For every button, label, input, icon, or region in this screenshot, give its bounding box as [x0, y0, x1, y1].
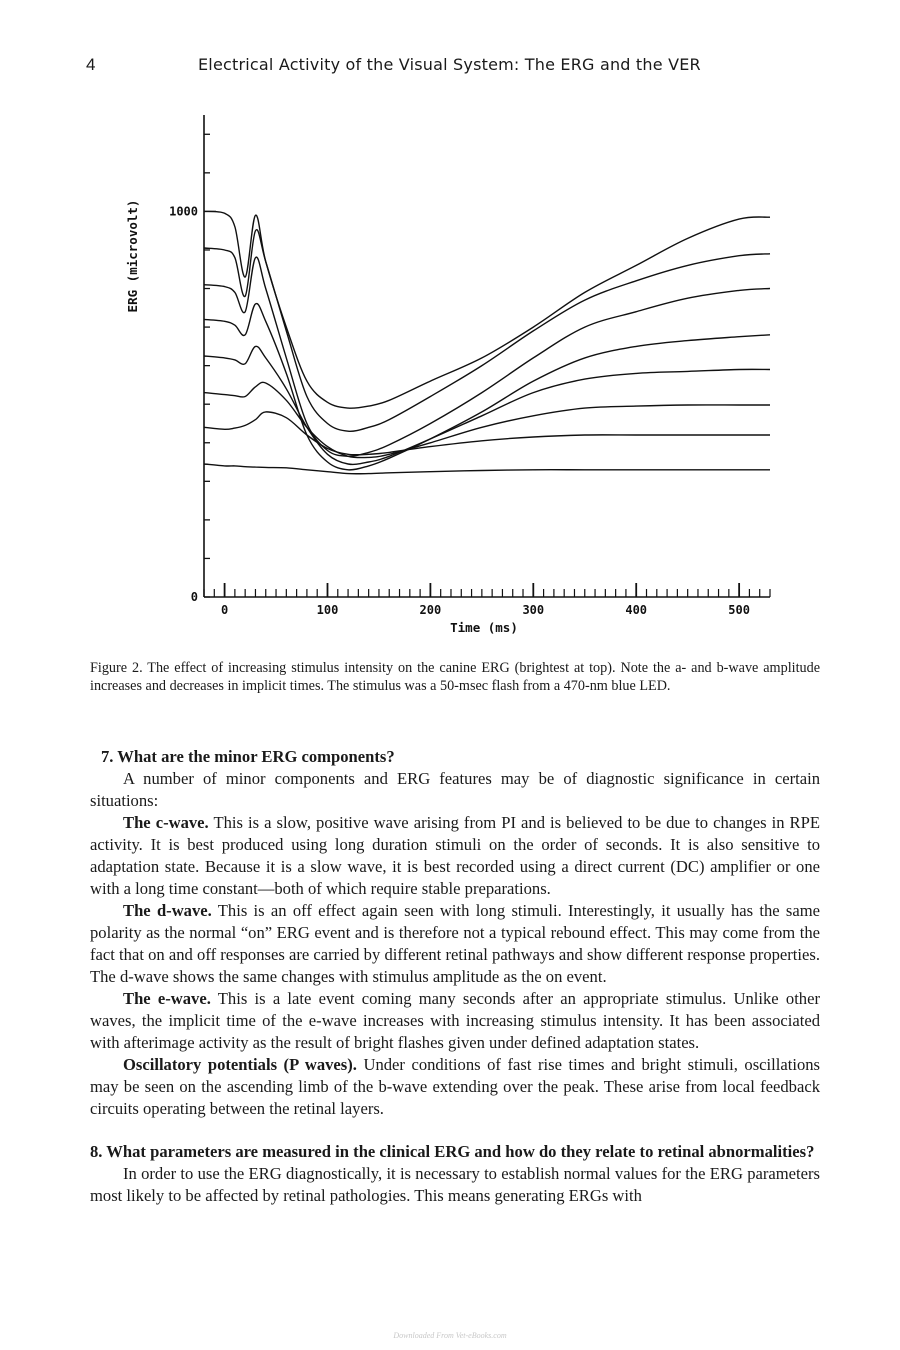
erg-trace-4 — [204, 304, 770, 470]
running-title: Electrical Activity of the Visual System: The ERG and the VER — [198, 55, 701, 74]
body-text — [90, 746, 820, 1207]
c-wave-term: The c-wave. — [123, 813, 209, 832]
section-8-text: In order to use the ERG diagnostically, it is necessary to establish normal values for the ERG parameters most likely to be affected by retinal pathologies. This means generating ERGs with — [90, 1164, 820, 1205]
section-7-intro: A number of minor components and ERG features may be of diagnostic significance in certain situations: — [90, 769, 820, 810]
d-wave-text: This is an off effect again seen with long stimuli. Interestingly, it usually has the same polarity as the normal “on” ERG event and is therefore not a typical rebound effect. This may come from the fact that on and off responses are carried by different retinal pathways and show different response properties. The d-wave shows the same changes with stimulus amplitude as the on event. — [90, 901, 820, 986]
x-axis-title: Time (ms) — [450, 620, 518, 635]
x-tick-label: 100 — [316, 603, 339, 617]
download-watermark: Downloaded From Vet-eBooks.com — [393, 1331, 507, 1340]
erg-trace-1 — [204, 211, 770, 408]
erg-trace-7 — [204, 412, 770, 455]
figure-caption: Figure 2. The effect of increasing stimulus intensity on the canine ERG (brightest at top). Note the a- and b-wave amplitude increases and decreases in implicit times. The stimulus was a 50-msec flash from a 470-nm blue LED. — [90, 660, 820, 694]
y-axis-title: ERG (microvolt) — [125, 199, 140, 313]
d-wave-term: The d-wave. — [123, 901, 212, 920]
oscillatory-potentials-text: Under conditions of fast rise times and bright stimuli, oscillations may be seen on the ascending limb of the b-wave extending over the peak. These arise from local feedback circuits operating between the retinal layers. — [90, 1055, 820, 1118]
x-tick-label: 0 — [220, 603, 229, 617]
x-tick-label: 200 — [419, 603, 442, 617]
chart-axes — [204, 115, 770, 597]
c-wave-text: This is a slow, positive wave arising from PI and is believed to be due to changes in RPE activity. It is best produced using long duration stimuli on the order of seconds. It is also sensitive to adaptation state. Because it is a slow wave, it is best recorded using a direct current (DC) amplifier or one with a long time constant—both of which require stable preparations. — [90, 813, 820, 898]
x-tick-label: 300 — [522, 603, 545, 617]
section-7-heading: 7. What are the minor ERG components? — [101, 747, 395, 766]
figure-2 — [0, 100, 900, 660]
e-wave-text: This is a late event coming many seconds after an appropriate stimulus. Unlike other waves, the implicit time of the e-wave increases with increasing stimulus intensity. It has been associated with afterimage activity as the result of bright flashes given under defined adaptation states. — [90, 989, 820, 1052]
e-wave-paragraph — [90, 988, 820, 1054]
y-tick-label: 1000 — [169, 204, 198, 219]
erg-chart — [0, 100, 900, 660]
page-number: 4 — [86, 55, 96, 74]
erg-trace-2 — [204, 230, 770, 432]
d-wave-paragraph — [90, 900, 820, 988]
section-8-heading: 8. What parameters are measured in the clinical ERG and how do they relate to retinal abnormalities? — [90, 1142, 815, 1161]
erg-trace-8 — [204, 464, 770, 474]
oscillatory-potentials-term: Oscillatory potentials (P waves). — [123, 1055, 357, 1074]
running-head — [0, 55, 900, 79]
x-tick-label: 500 — [728, 603, 750, 617]
y-tick-label: 0 — [190, 590, 198, 604]
oscillatory-potentials-paragraph — [90, 1054, 820, 1120]
chart-labels — [125, 200, 750, 635]
c-wave-paragraph — [90, 812, 820, 900]
x-tick-label: 400 — [625, 603, 648, 617]
chart-traces — [204, 211, 770, 473]
e-wave-term: The e-wave. — [123, 989, 211, 1008]
